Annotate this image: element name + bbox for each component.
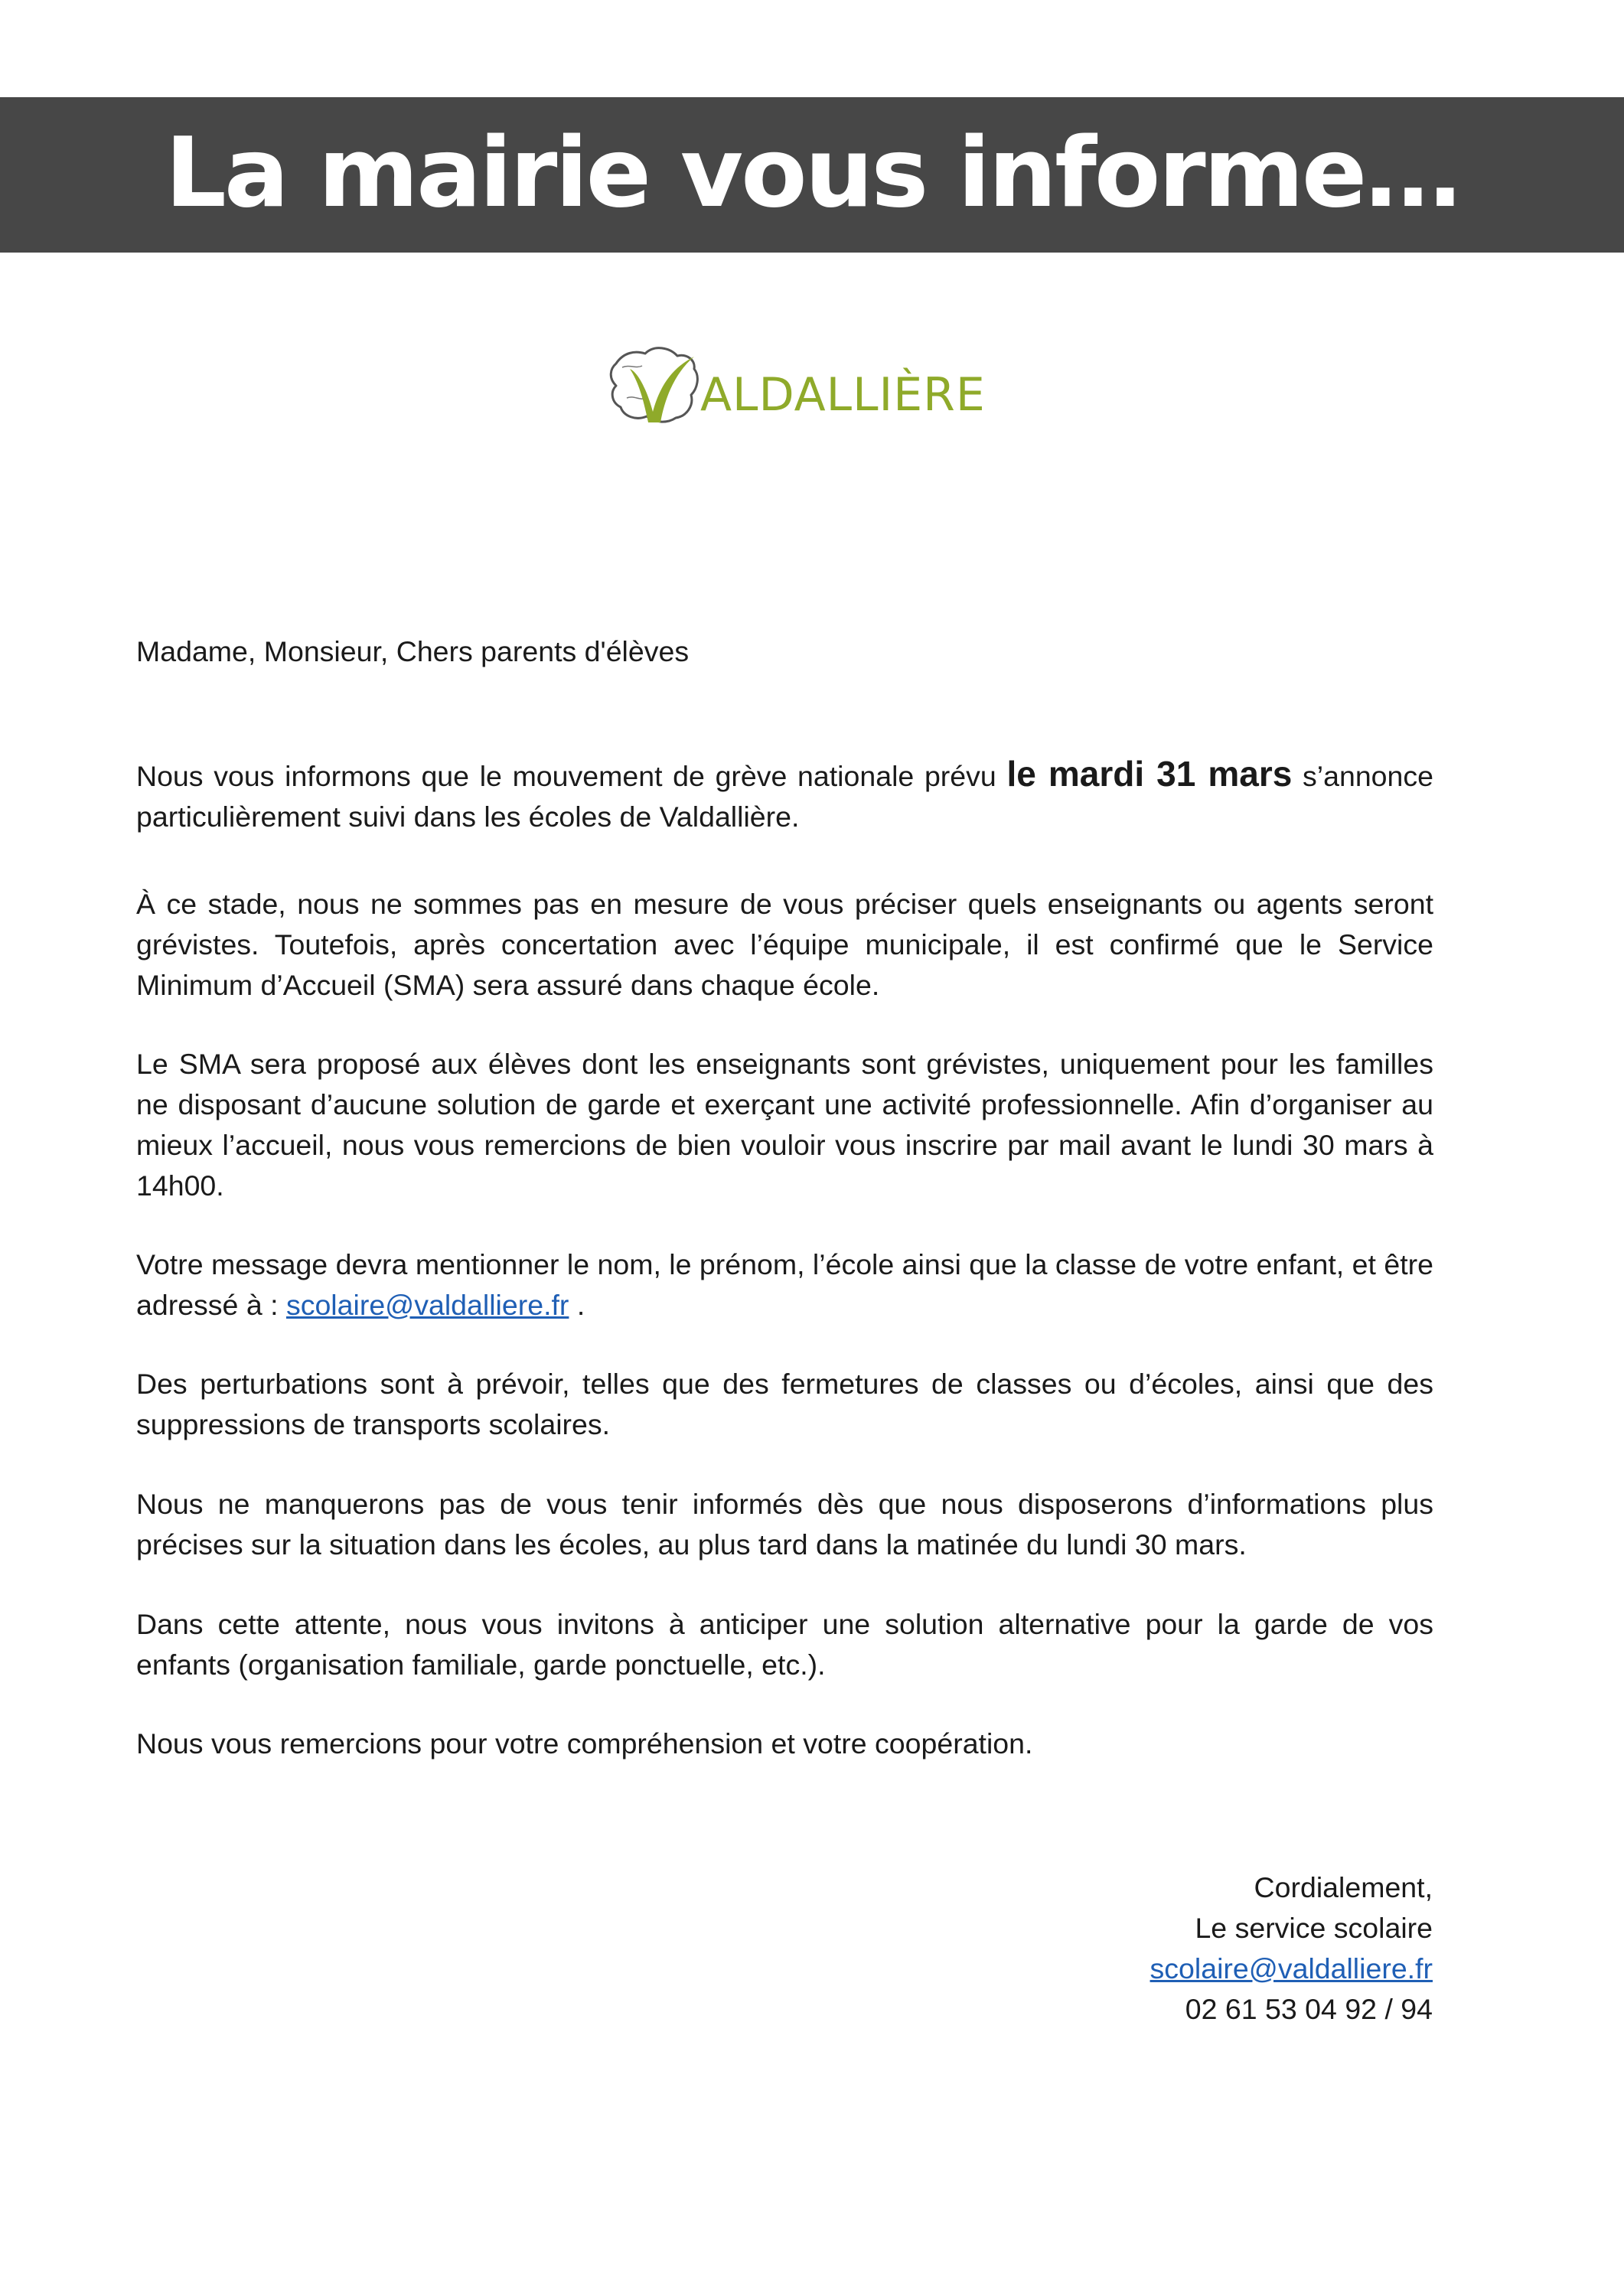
paragraph-text: À ce stade, nous ne sommes pas en mesure de vous préciser quels enseignants ou agents seront grévistes. Toutefois, après concertation avec l’équipe municipale, il est confirmé que le Service Minimum d’Accueil (SMA) sera assuré dans chaque école. [136, 888, 1433, 1001]
paragraph-strike-announcement [136, 754, 1433, 837]
page-title: La mairie vous informe… [165, 116, 1459, 229]
greeting-text: Madame, Monsieur, Chers parents d'élèves [136, 635, 690, 667]
paragraph-text: Nous ne manquerons pas de vous tenir informés dès que nous disposerons d’informations plus précises sur la situation dans les écoles, au plus tard dans la matinée du lundi 30 mars. [136, 1488, 1433, 1561]
paragraph-sma-confirmation [136, 884, 1433, 1006]
paragraph-message-contents [136, 1244, 1433, 1326]
paragraph-text: Dans cette attente, nous vous invitons à anticiper une solution alternative pour la garde de vos enfants (organisation familiale, garde ponctuelle, etc.). [136, 1608, 1433, 1681]
header-banner [0, 97, 1624, 253]
closing: Cordialement, [1254, 1871, 1433, 1903]
paragraph-text: s’annonce particulièrement suivi dans les écoles de Valdallière. [136, 760, 1433, 833]
signature-email-link[interactable]: scolaire@valdalliere.fr [1150, 1952, 1433, 1985]
logo-wordmark: ALDALLIÈRE [700, 368, 986, 422]
paragraph-sma-registration [136, 1044, 1433, 1206]
letter-greeting [136, 631, 1433, 672]
paragraph-text: Nous vous informons que le mouvement de grève nationale prévu [136, 760, 1007, 792]
paragraph-text: . [569, 1289, 585, 1321]
paragraph-text: Nous vous remercions pour votre compréhension et votre coopération. [136, 1727, 1033, 1760]
signature-block [1150, 1867, 1433, 2030]
valdalliere-logo [593, 321, 986, 436]
paragraph-further-info [136, 1484, 1433, 1565]
strike-date: le mardi 31 mars [1006, 754, 1293, 794]
paragraph-text: Votre message devra mentionner le nom, le prénom, l’école ainsi que la classe de votre enfant, et être adressé à : [136, 1248, 1433, 1321]
paragraph-text: Le SMA sera proposé aux élèves dont les enseignants sont grévistes, uniquement pour les familles ne disposant d’aucune solution de garde et exerçant une activité professionnelle. Afin d’organiser au mieux l’accueil, nous vous remercions de bien vouloir vous inscrire par mail avant le lundi 30 mars à 14h00. [136, 1048, 1433, 1202]
paragraph-text: Des perturbations sont à prévoir, telles que des fermetures de classes ou d’écoles, ainsi que des suppressions de transports scolaires. [136, 1368, 1433, 1440]
paragraph-thanks [136, 1724, 1433, 1764]
sender: Le service scolaire [1195, 1912, 1433, 1944]
paragraph-alternative-care [136, 1604, 1433, 1685]
email-link[interactable]: scolaire@valdalliere.fr [285, 1289, 569, 1321]
phone-number: 02 61 53 04 92 / 94 [1185, 1993, 1433, 2025]
paragraph-disruptions [136, 1364, 1433, 1445]
territory-map-icon [593, 321, 716, 436]
